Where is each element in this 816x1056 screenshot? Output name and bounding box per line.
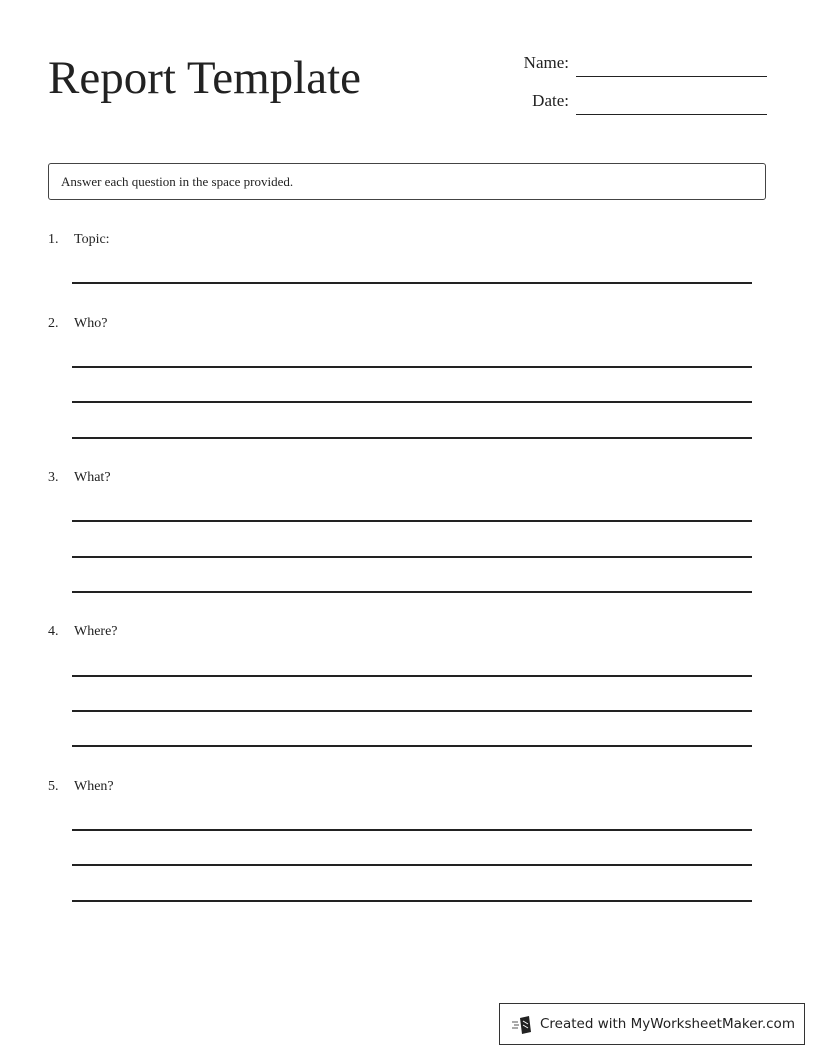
question-number: 1. [48, 232, 59, 247]
footer-badge[interactable] [499, 1003, 805, 1045]
question-number: 3. [48, 470, 59, 485]
answer-line[interactable] [72, 900, 752, 902]
question-label: What? [74, 470, 111, 485]
question-label: Who? [74, 316, 108, 331]
name-field[interactable] [507, 53, 767, 77]
answer-line[interactable] [72, 745, 752, 747]
answer-line[interactable] [72, 401, 752, 403]
answer-line[interactable] [72, 675, 752, 677]
instructions-text: Answer each question in the space provided. [61, 174, 294, 189]
page-title: Report Template [48, 52, 362, 104]
answer-line[interactable] [72, 829, 752, 831]
footer-text: Created with MyWorksheetMaker.com [540, 1016, 795, 1032]
question-label: When? [74, 779, 114, 794]
question-number: 4. [48, 624, 59, 639]
date-field[interactable] [507, 91, 767, 115]
answer-line[interactable] [72, 437, 752, 439]
answer-line[interactable] [72, 520, 752, 522]
answer-line[interactable] [72, 282, 752, 284]
answer-line[interactable] [72, 556, 752, 558]
answer-line[interactable] [72, 591, 752, 593]
name-line[interactable] [576, 76, 767, 77]
question-label: Topic: [74, 232, 110, 247]
date-line[interactable] [576, 114, 767, 115]
answer-line[interactable] [72, 366, 752, 368]
answer-line[interactable] [72, 710, 752, 712]
question-number: 5. [48, 779, 59, 794]
instructions-box [48, 163, 766, 200]
question-label: Where? [74, 624, 118, 639]
worksheet-logo-icon [512, 1015, 534, 1040]
answer-line[interactable] [72, 864, 752, 866]
question-number: 2. [48, 316, 59, 331]
date-label: Date: [532, 91, 569, 110]
name-label: Name: [523, 53, 569, 72]
